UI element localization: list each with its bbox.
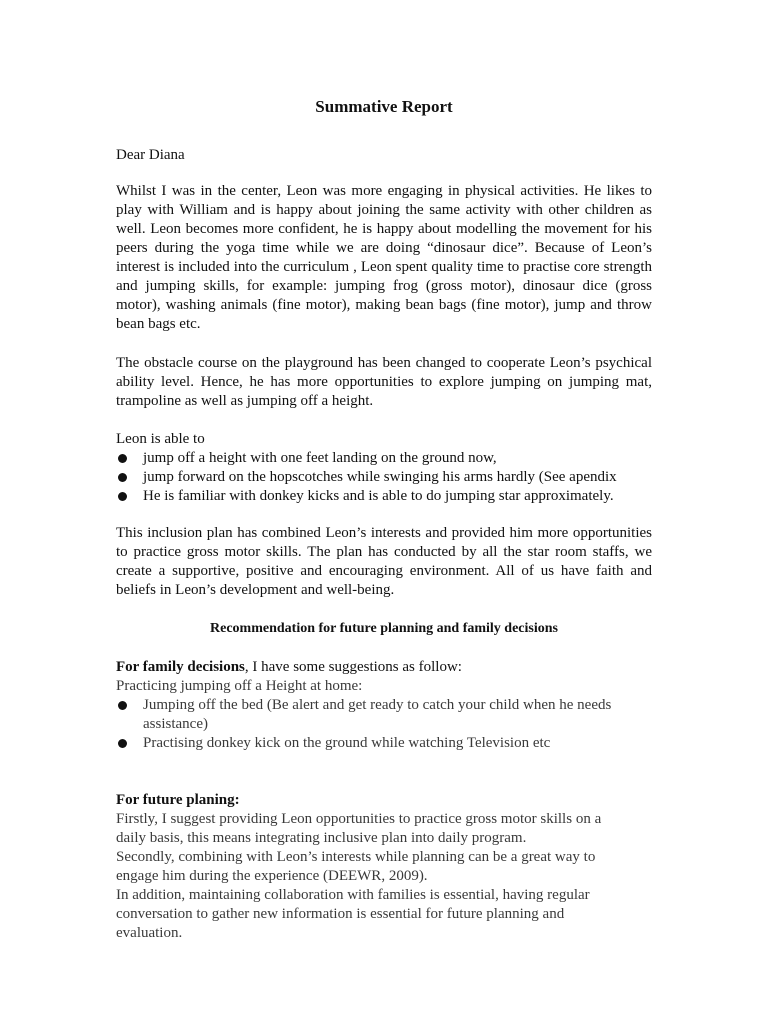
future-line: Secondly, combining with Leon’s interests while planning can be a great way to engage him during the experience (DEEWR, 2009). xyxy=(116,849,596,884)
recommendation-heading: Recommendation for future planning and family decisions xyxy=(210,621,558,636)
family-decisions-label: For family decisions xyxy=(116,659,245,675)
list-item-text: jump off a height with one feet landing on the ground now, xyxy=(143,450,497,466)
list-item xyxy=(116,468,652,487)
paragraph-inclusion-plan: This inclusion plan has combined Leon’s interests and provided him more opportunities to practice gross motor skills. The plan has conducted by all the star room staffs, we create a supportive, positive and encouraging environment. All of us have faith and beliefs in Leon’s development and well-being. xyxy=(116,525,652,598)
list-item xyxy=(116,487,652,506)
bullet-icon xyxy=(118,473,127,482)
able-list xyxy=(116,449,652,506)
future-planning-text xyxy=(116,810,626,943)
list-item xyxy=(116,734,636,753)
list-item xyxy=(116,696,636,734)
paragraph-obstacle-course: The obstacle course on the playground has been changed to cooperate Leon’s psychical ability level. Hence, he has more opportunities to explore jumping on jumping mat, trampoline as well as jumping off a height. xyxy=(116,355,652,409)
list-item-text: He is familiar with donkey kicks and is able to do jumping star approximately. xyxy=(143,488,614,504)
list-item xyxy=(116,449,652,468)
page-title: Summative Report xyxy=(315,97,453,116)
able-intro: Leon is able to xyxy=(116,431,205,447)
list-item-text: Practising donkey kick on the ground while watching Television etc xyxy=(143,735,551,751)
greeting: Dear Diana xyxy=(116,147,185,163)
future-planning-heading xyxy=(116,791,652,810)
bullet-icon xyxy=(118,492,127,501)
list-item-text: Jumping off the bed (Be alert and get ready to catch your child when he needs assistance) xyxy=(143,697,612,732)
family-decisions-line xyxy=(116,658,652,677)
bullet-icon xyxy=(118,454,127,463)
future-planning-label: For future planing: xyxy=(116,792,240,808)
list-item-text: jump forward on the hopscotches while swinging his arms hardly (See apendix xyxy=(143,469,617,485)
paragraph-activities: Whilst I was in the center, Leon was more engaging in physical activities. He likes to play with William and is happy about joining the same activity with other children as well. Leon becomes more confident, he is happy about modelling the movement for his peers during the yoga time while we are doing “dinosaur dice”. Because of Leon’s interest is included into the curriculum , Leon spent quality time to practise core strength and jumping skills, for example: jumping frog (gross motor), dinosaur dice (gross motor), washing animals (fine motor), making bean bags (fine motor), jump and throw bean bags etc. xyxy=(116,183,652,332)
future-line: In addition, maintaining collaboration with families is essential, having regular conversation to gather new information is essential for future planning and evaluation. xyxy=(116,887,590,941)
bullet-icon xyxy=(118,739,127,748)
family-decisions-text: , I have some suggestions as follow: xyxy=(244,659,462,675)
family-intro: Practicing jumping off a Height at home: xyxy=(116,678,363,694)
bullet-icon xyxy=(118,701,127,710)
family-list xyxy=(116,696,636,753)
future-line: Firstly, I suggest providing Leon opportunities to practice gross motor skills on a daily basis, this means integrating inclusive plan into daily program. xyxy=(116,811,602,846)
